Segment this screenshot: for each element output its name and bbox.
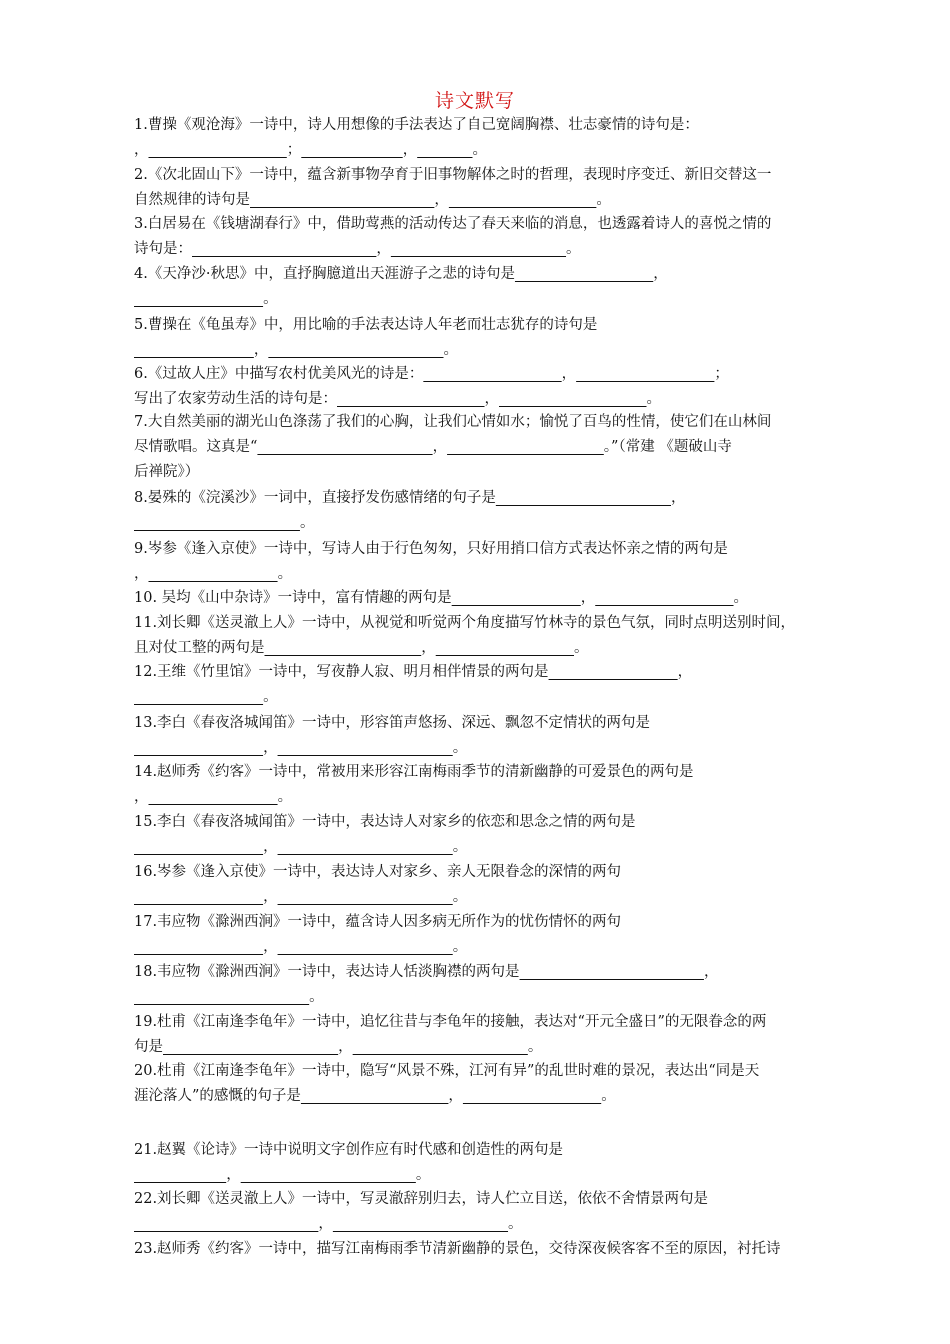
- question-line: [134, 960, 894, 985]
- question-text: ，: [432, 439, 448, 455]
- question-text: 。: [733, 590, 749, 606]
- question-text: 。: [263, 689, 278, 705]
- question-line: [134, 188, 894, 213]
- question-line: [134, 985, 894, 1010]
- answer-blank: [134, 342, 254, 358]
- question-text: 。: [601, 1088, 616, 1104]
- question-text: 尽情歌唱。这真是“: [134, 439, 258, 455]
- page-title: 诗文默写: [434, 90, 515, 112]
- question-text: ，: [561, 366, 577, 382]
- question-text: 。: [277, 566, 293, 582]
- answer-blank: [134, 989, 309, 1005]
- question-text: 写出了农家劳动生活的诗句是：: [134, 391, 337, 407]
- question-text: 。: [452, 889, 468, 905]
- question-text: 。: [566, 241, 581, 257]
- question-text: ，: [402, 142, 418, 158]
- question-line: [134, 387, 894, 412]
- question-text: 。: [527, 1039, 543, 1055]
- answer-blank: [452, 590, 581, 606]
- answer-blank: [333, 1216, 508, 1232]
- question-text: 21.赵翼《论诗》一诗中说明文字创作应有时代感和创造性的两句是: [134, 1142, 564, 1158]
- question-text: 11.刘长卿《送灵澈上人》一诗中，从视觉和听觉两个角度描写竹林寺的景色气氛，同时点明送别时间，: [134, 615, 796, 631]
- answer-blank: [265, 640, 422, 656]
- question-text: 句是: [134, 1039, 163, 1055]
- question-item: [134, 1059, 894, 1109]
- question-item: [134, 313, 894, 363]
- question-line: [134, 1138, 894, 1163]
- question-item: [134, 960, 894, 1010]
- question-item: [134, 1138, 894, 1188]
- answer-blank: [463, 1088, 601, 1104]
- question-item: [134, 860, 894, 910]
- answer-blank: [268, 342, 443, 358]
- question-line: [134, 138, 894, 163]
- question-text: 3.白居易在《钱塘湖春行》中，借助莺燕的活动传达了春天来临的消息，也透露着诗人的喜悦之情的: [134, 216, 772, 232]
- answer-blank: [301, 1088, 449, 1104]
- question-line: [134, 636, 894, 661]
- question-item: [134, 362, 894, 412]
- question-text: ，: [421, 640, 436, 656]
- question-line: [134, 313, 894, 338]
- question-line: [134, 685, 894, 710]
- question-text: ，: [263, 839, 278, 855]
- question-text: 1.曹操《观沧海》一诗中，诗人用想像的手法表达了自己宽阔胸襟、壮志豪情的诗句是：: [134, 117, 699, 133]
- question-line: [134, 736, 894, 761]
- question-line: [134, 611, 894, 636]
- answer-blank: [241, 1167, 416, 1183]
- question-text: 16.岑参《逢入京使》一诗中，表达诗人对家乡、亲人无限眷念的深情的两句: [134, 864, 622, 880]
- answer-blank: [515, 266, 653, 282]
- question-line: [134, 511, 894, 536]
- question-item: [134, 410, 894, 485]
- question-item: [134, 486, 894, 536]
- question-text: 12.王维《竹里馆》一诗中，写夜静人寂、明月相伴情景的两句是: [134, 664, 549, 680]
- question-text: ，: [677, 664, 693, 680]
- question-text: ，: [263, 740, 278, 756]
- question-text: ，: [134, 142, 149, 158]
- question-item: [134, 586, 894, 611]
- answer-blank: [134, 689, 263, 705]
- question-line: [134, 460, 894, 485]
- question-line: [134, 1163, 894, 1188]
- question-line: [134, 113, 894, 138]
- question-line: [134, 163, 894, 188]
- question-text: 。: [596, 192, 611, 208]
- answer-blank: [391, 241, 566, 257]
- question-line: [134, 910, 894, 935]
- question-line: [134, 537, 894, 562]
- question-line: [134, 711, 894, 736]
- answer-blank: [278, 839, 453, 855]
- question-text: 。”（常建 《题破山寺: [603, 439, 732, 455]
- answer-blank: [134, 1167, 226, 1183]
- question-text: ，: [263, 889, 278, 905]
- answer-blank: [301, 142, 402, 158]
- answer-blank: [549, 664, 678, 680]
- question-line: [134, 660, 894, 685]
- question-line: [134, 785, 894, 810]
- question-item: [134, 1237, 894, 1262]
- question-line: [134, 562, 894, 587]
- answer-blank: [192, 241, 376, 257]
- question-text: 20.杜甫《江南逢李龟年》一诗中，隐写“风景不殊，江河有异”的乱世时难的景况，表达出“同是天: [134, 1063, 760, 1079]
- question-line: [134, 1212, 894, 1237]
- question-line: [134, 410, 894, 435]
- question-line: [134, 212, 894, 237]
- question-text: ，: [484, 391, 499, 407]
- question-line: [134, 885, 894, 910]
- question-text: ，: [376, 241, 391, 257]
- question-text: 。: [263, 291, 278, 307]
- question-text: 2.《次北固山下》一诗中，蕴含新事物孕育于旧事物解体之时的哲理，表现时序变迁、新旧交替这一: [134, 167, 772, 183]
- question-item: [134, 1187, 894, 1237]
- question-text: ，: [263, 939, 278, 955]
- question-text: 。: [646, 391, 661, 407]
- answer-blank: [149, 789, 278, 805]
- question-line: [134, 362, 894, 387]
- answer-blank: [595, 590, 733, 606]
- answer-blank: [353, 1039, 528, 1055]
- question-text: 诗句是：: [134, 241, 192, 257]
- question-text: ，: [338, 1039, 353, 1055]
- question-line: [134, 237, 894, 262]
- question-text: ，: [580, 590, 596, 606]
- answer-blank: [278, 889, 453, 905]
- question-text: 。: [309, 989, 324, 1005]
- question-line: [134, 1237, 894, 1262]
- question-text: 后禅院》）: [134, 464, 200, 480]
- answer-blank: [134, 740, 263, 756]
- question-line: [134, 860, 894, 885]
- answer-blank: [417, 142, 472, 158]
- question-text: 。: [472, 142, 487, 158]
- answer-blank: [449, 192, 597, 208]
- question-text: ，: [671, 490, 686, 506]
- answer-blank: [447, 439, 604, 455]
- answer-blank: [163, 1039, 338, 1055]
- question-line: [134, 1187, 894, 1212]
- answer-blank: [257, 439, 432, 455]
- question-text: 8.晏殊的《浣溪沙》一词中，直接抒发伤感情绪的句子是: [134, 490, 496, 506]
- question-text: 且对仗工整的两句是: [134, 640, 265, 656]
- question-text: 。: [277, 789, 293, 805]
- question-text: 9.岑参《逢入京使》一诗中，写诗人由于行色匆匆，只好用捎口信方式表达怀亲之情的两句是: [134, 541, 728, 557]
- question-text: ，: [253, 342, 269, 358]
- question-text: ，: [226, 1167, 241, 1183]
- question-item: [134, 760, 894, 810]
- question-line: [134, 486, 894, 511]
- question-text: ，: [653, 266, 668, 282]
- answer-blank: [134, 515, 300, 531]
- question-line: [134, 835, 894, 860]
- question-text: 19.杜甫《江南逢李龟年》一诗中，追忆往昔与李龟年的接触，表达对“开元全盛日”的无限眷念的两: [134, 1014, 767, 1030]
- question-text: ，: [703, 964, 719, 980]
- answer-blank: [499, 391, 647, 407]
- question-item: [134, 537, 894, 587]
- question-text: 。: [574, 640, 589, 656]
- question-line: [134, 1035, 894, 1060]
- answer-blank: [134, 1216, 318, 1232]
- answer-blank: [134, 939, 263, 955]
- question-text: 10. 吴均《山中杂诗》一诗中，富有情趣的两句是: [134, 590, 452, 606]
- question-item: [134, 262, 894, 312]
- question-text: 。: [452, 839, 468, 855]
- question-line: [134, 1010, 894, 1035]
- question-text: ，: [134, 566, 149, 582]
- question-line: [134, 435, 894, 460]
- question-text: 4.《天净沙·秋思》中，直抒胸臆道出天涯游子之悲的诗句是: [134, 266, 515, 282]
- question-text: 涯沦落人”的感慨的句子是: [134, 1088, 301, 1104]
- answer-blank: [134, 889, 263, 905]
- answer-blank: [149, 142, 287, 158]
- question-item: [134, 910, 894, 960]
- answer-blank: [278, 740, 453, 756]
- question-item: [134, 1010, 894, 1060]
- question-text: ；: [286, 142, 302, 158]
- answer-blank: [149, 566, 278, 582]
- answer-blank: [423, 366, 561, 382]
- question-text: 5.曹操在《龟虽寿》中，用比喻的手法表达诗人年老而壮志犹存的诗句是: [134, 317, 598, 333]
- question-text: 。: [452, 740, 468, 756]
- question-line: [134, 935, 894, 960]
- question-line: [134, 586, 894, 611]
- question-text: ，: [318, 1216, 333, 1232]
- question-item: [134, 611, 894, 661]
- answer-blank: [576, 366, 714, 382]
- question-line: [134, 287, 894, 312]
- question-text: 15.李白《春夜洛城闻笛》一诗中，表达诗人对家乡的依恋和思念之情的两句是: [134, 814, 636, 830]
- question-text: 18.韦应物《滁洲西涧》一诗中，表达诗人恬淡胸襟的两句是: [134, 964, 520, 980]
- question-line: [134, 338, 894, 363]
- question-text: ；: [714, 366, 729, 382]
- question-text: 6.《过故人庄》中描写农村优美风光的诗是：: [134, 366, 424, 382]
- answer-blank: [520, 964, 704, 980]
- question-line: [134, 1059, 894, 1084]
- question-text: 。: [415, 1167, 431, 1183]
- answer-blank: [436, 640, 574, 656]
- question-text: 17.韦应物《滁洲西涧》一诗中，蕴含诗人因多病无所作为的忧伤情怀的两句: [134, 914, 622, 930]
- question-text: 14.赵师秀《约客》一诗中，常被用来形容江南梅雨季节的清新幽静的可爱景色的两句是: [134, 764, 694, 780]
- question-text: ，: [134, 789, 149, 805]
- question-line: [134, 262, 894, 287]
- question-text: 7.大自然美丽的湖光山色涤荡了我们的心胸，让我们心情如水；愉悦了百鸟的性情，使它们在山林间: [134, 414, 772, 430]
- question-line: [134, 1084, 894, 1109]
- question-text: 。: [508, 1216, 523, 1232]
- answer-blank: [250, 192, 434, 208]
- question-item: [134, 113, 894, 163]
- question-item: [134, 212, 894, 262]
- question-text: ，: [448, 1088, 463, 1104]
- question-item: [134, 711, 894, 761]
- question-item: [134, 660, 894, 710]
- question-item: [134, 810, 894, 860]
- question-text: ，: [434, 192, 449, 208]
- question-text: 23.赵师秀《约客》一诗中，描写江南梅雨季节清新幽静的景色，交待深夜候客客不至的原因，衬托诗: [134, 1241, 781, 1257]
- answer-blank: [337, 391, 485, 407]
- answer-blank: [278, 939, 453, 955]
- answer-blank: [134, 839, 263, 855]
- question-line: [134, 810, 894, 835]
- question-text: 13.李白《春夜洛城闻笛》一诗中，形容笛声悠扬、深远、飘忽不定情状的两句是: [134, 715, 651, 731]
- question-text: 自然规律的诗句是: [134, 192, 250, 208]
- answer-blank: [134, 291, 263, 307]
- question-text: 。: [452, 939, 468, 955]
- question-item: [134, 163, 894, 213]
- question-text: 。: [299, 515, 315, 531]
- answer-blank: [496, 490, 671, 506]
- question-line: [134, 760, 894, 785]
- question-text: 22.刘长卿《送灵澈上人》一诗中，写灵澈辞别归去，诗人伫立目送，依依不舍情景两句是: [134, 1191, 709, 1207]
- question-text: 。: [443, 342, 458, 358]
